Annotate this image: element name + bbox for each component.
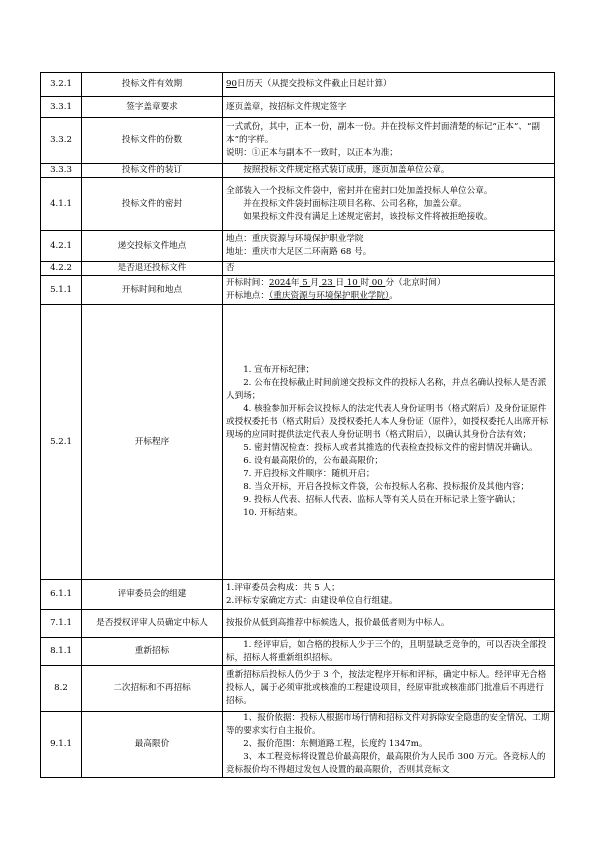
table-row (41, 610, 555, 638)
clause-content (223, 97, 555, 118)
content-line (226, 595, 551, 608)
content-line (226, 185, 551, 198)
filled-value: 2024 (268, 278, 291, 288)
clause-item: 二次招标和不再招标 (82, 666, 223, 712)
content-line (226, 468, 551, 481)
table-row (41, 118, 555, 164)
content-line (226, 277, 551, 290)
content-text: 1. 宣布开标纪律； (243, 365, 315, 375)
content-line (226, 617, 551, 630)
clause-content (223, 178, 555, 231)
content-text: 2. 公布在投标截止时间前递交投标文件的投标人名称，并点名确认投标人是否派人到场； (226, 378, 547, 401)
clause-item: 是否退还投标文件 (82, 262, 223, 276)
content-text: 1、报价依据：投标人根据市场行情和招标文件对拆除安全隐患的安全情况、工期等的要求实行自主报价。 (226, 713, 550, 736)
clause-content (223, 262, 555, 276)
content-line (226, 233, 551, 246)
content-line (226, 377, 551, 403)
content-text: 8. 当众开标，开启各投标文件袋，公布投标人名称、投标报价及其他内容； (243, 482, 530, 492)
clause-item: 重新招标 (82, 638, 223, 666)
content-line (226, 246, 551, 259)
clause-content (223, 712, 555, 778)
content-text: 地点：重庆资源与环境保护职业学院 (226, 234, 364, 244)
filled-value: （重庆资源与环境保护职业学院） (268, 291, 390, 301)
clause-content (223, 580, 555, 610)
table-row (41, 276, 555, 305)
content-text: 逐页盖章，按招标文件规定签字 (226, 101, 347, 112)
content-text: 月 (310, 278, 320, 288)
content-text: 3、本工程竞标将设置总价最高限价，最高限价为人民币 300 万元。各竞标人的竞标报价均不得超过发包人设置的最高限价，否则其竞标文 (226, 752, 546, 775)
clause-item: 投标文件的密封 (82, 178, 223, 231)
clause-number: 6.1.1 (41, 580, 82, 610)
clause-content (223, 73, 555, 97)
content-line (226, 507, 551, 520)
content-text: 2、报价范围：东侧道路工程，长度约 1347m。 (243, 739, 428, 749)
content-text: 重新招标后投标人仍少于 3 个，按法定程序开标和评标，确定中标人。经评审无合格投标人，属于必须审批或核准的工程建设项目，经原审批或核准部门批准后不再进行招标。 (226, 670, 547, 706)
content-text: 按报价从低到高推荐中标候选人，报价最低者则为中标人。 (226, 618, 450, 628)
content-text: 4. 核验参加开标会议投标人的法定代表人身份证明书（格式附后）及身份证原件或授权委托书（格式附后）及授权委托人本人身份证（原件），如授权委托人出席开标现场的应同时提供法定代表人身份证明书（格式附后），以确认其身份合法有效； (226, 404, 549, 440)
table-row (41, 638, 555, 666)
content-text: 10. 开标结束。 (243, 508, 303, 518)
content-text: 日 (335, 278, 345, 288)
content-text: 1. 经评审后，如合格的投标人少于三个的，且明显缺乏竞争的，可以否决全部投标，招标人将重新组织招标。 (226, 639, 547, 663)
clause-number: 4.2.1 (41, 231, 82, 262)
content-text: 6. 设有最高限价的，公布最高限价； (243, 456, 384, 466)
table-row (41, 666, 555, 712)
clause-number: 3.3.2 (41, 118, 82, 164)
content-line (226, 494, 551, 507)
content-line (226, 481, 551, 494)
table-row (41, 231, 555, 262)
clause-item: 投标文件的份数 (82, 118, 223, 164)
table-row (41, 305, 555, 580)
content-line (226, 364, 551, 377)
content-line (226, 582, 551, 595)
content-text: 并在投标文件袋封面标注项目名称、公司名称，加盖公章。 (243, 198, 467, 209)
clause-item: 最高限价 (82, 712, 223, 778)
content-line (226, 669, 551, 708)
content-text: 开标地点： (226, 291, 269, 301)
content-text: 5. 密封情况检查：投标人或者其推选的代表检查投标文件的密封情况并确认。 (243, 443, 538, 453)
content-text: 7. 开启投标文件顺序：随机开启； (243, 469, 375, 479)
table-row (41, 164, 555, 178)
clause-number: 5.1.1 (41, 276, 82, 305)
content-text: 如果投标文件没有满足上述规定密封，该投标文件将被拒绝接收。 (243, 211, 493, 222)
clause-number: 4.2.2 (41, 262, 82, 276)
content-line (226, 211, 551, 224)
content-text: 1.评审委员会构成：共 5 人； (226, 582, 340, 593)
filled-value: 23 (319, 278, 336, 288)
filled-value: 00 (369, 278, 386, 288)
content-text: 2.评标专家确定方式：由建设单位自行组建。 (226, 595, 398, 606)
content-line (226, 712, 551, 738)
filled-value: 5 (299, 278, 311, 288)
bid-data-table (40, 72, 555, 778)
table-row (41, 262, 555, 276)
clause-content (223, 610, 555, 638)
content-text: 一式贰份，其中，正本一份，副本一份。并在投标文件封面清楚的标记“正本”、“副本”的字样。 (226, 122, 540, 145)
content-text: 地址：重庆市大足区二环南路 68 号。 (226, 247, 372, 257)
content-line (226, 738, 551, 751)
content-text: 开标时间： (226, 278, 269, 288)
filled-value: 90 (226, 79, 237, 89)
clause-item: 签字盖章要求 (82, 97, 223, 118)
content-line (226, 751, 551, 777)
clause-content (223, 305, 555, 580)
content-line (226, 101, 551, 114)
content-text: 。 (389, 291, 398, 301)
clause-number: 5.2.1 (41, 305, 82, 580)
clause-item: 递交投标文件地点 (82, 231, 223, 262)
clause-item: 投标文件有效期 (82, 73, 223, 97)
content-line (226, 147, 551, 160)
clause-content (223, 666, 555, 712)
content-line (226, 455, 551, 468)
clause-number: 4.1.1 (41, 178, 82, 231)
clause-number: 3.3.3 (41, 164, 82, 178)
clause-number: 8.2 (41, 666, 82, 712)
clause-content (223, 276, 555, 305)
clause-item: 是否授权评审人员确定中标人 (82, 610, 223, 638)
content-line (226, 290, 551, 303)
content-text: 否 (226, 263, 235, 273)
clause-content (223, 231, 555, 262)
content-line (226, 403, 551, 442)
content-text: 9. 投标人代表、招标人代表、监标人等有关人员在开标记录上签字确认； (243, 495, 521, 505)
filled-value: 10 (344, 278, 361, 288)
clause-number: 9.1.1 (41, 712, 82, 778)
table-row (41, 97, 555, 118)
clause-number: 7.1.1 (41, 610, 82, 638)
table-row (41, 712, 555, 778)
content-text: 时 (360, 278, 370, 288)
clause-item: 开标程序 (82, 305, 223, 580)
clause-content (223, 164, 555, 178)
content-line (226, 198, 551, 211)
content-text: 说明：①正本与副本不一致时，以正本为准； (226, 148, 398, 158)
table-row (41, 178, 555, 231)
table-row (41, 73, 555, 97)
clause-number: 3.2.1 (41, 73, 82, 97)
content-text: 全部装入一个投标文件袋中，密封并在密封口处加盖投标人单位公章。 (226, 185, 493, 196)
content-line (226, 78, 551, 91)
clause-content (223, 638, 555, 666)
content-line (226, 262, 551, 275)
content-line (226, 164, 551, 177)
content-text: 日历天（从提交投标文件截止日起计算） (236, 79, 392, 89)
table-row (41, 580, 555, 610)
clause-number: 8.1.1 (41, 638, 82, 666)
content-text: 分（北京时间） (385, 278, 446, 288)
clause-content (223, 118, 555, 164)
content-line (226, 442, 551, 455)
content-text: 年 (290, 278, 300, 288)
clause-item: 评审委员会的组建 (82, 580, 223, 610)
clause-item: 投标文件的装订 (82, 164, 223, 178)
clause-item: 开标时间和地点 (82, 276, 223, 305)
clause-number: 3.3.1 (41, 97, 82, 118)
content-text: 按照投标文件规定格式装订成册，逐页加盖单位公章。 (243, 165, 450, 175)
content-line (226, 121, 551, 147)
content-line (226, 639, 551, 665)
